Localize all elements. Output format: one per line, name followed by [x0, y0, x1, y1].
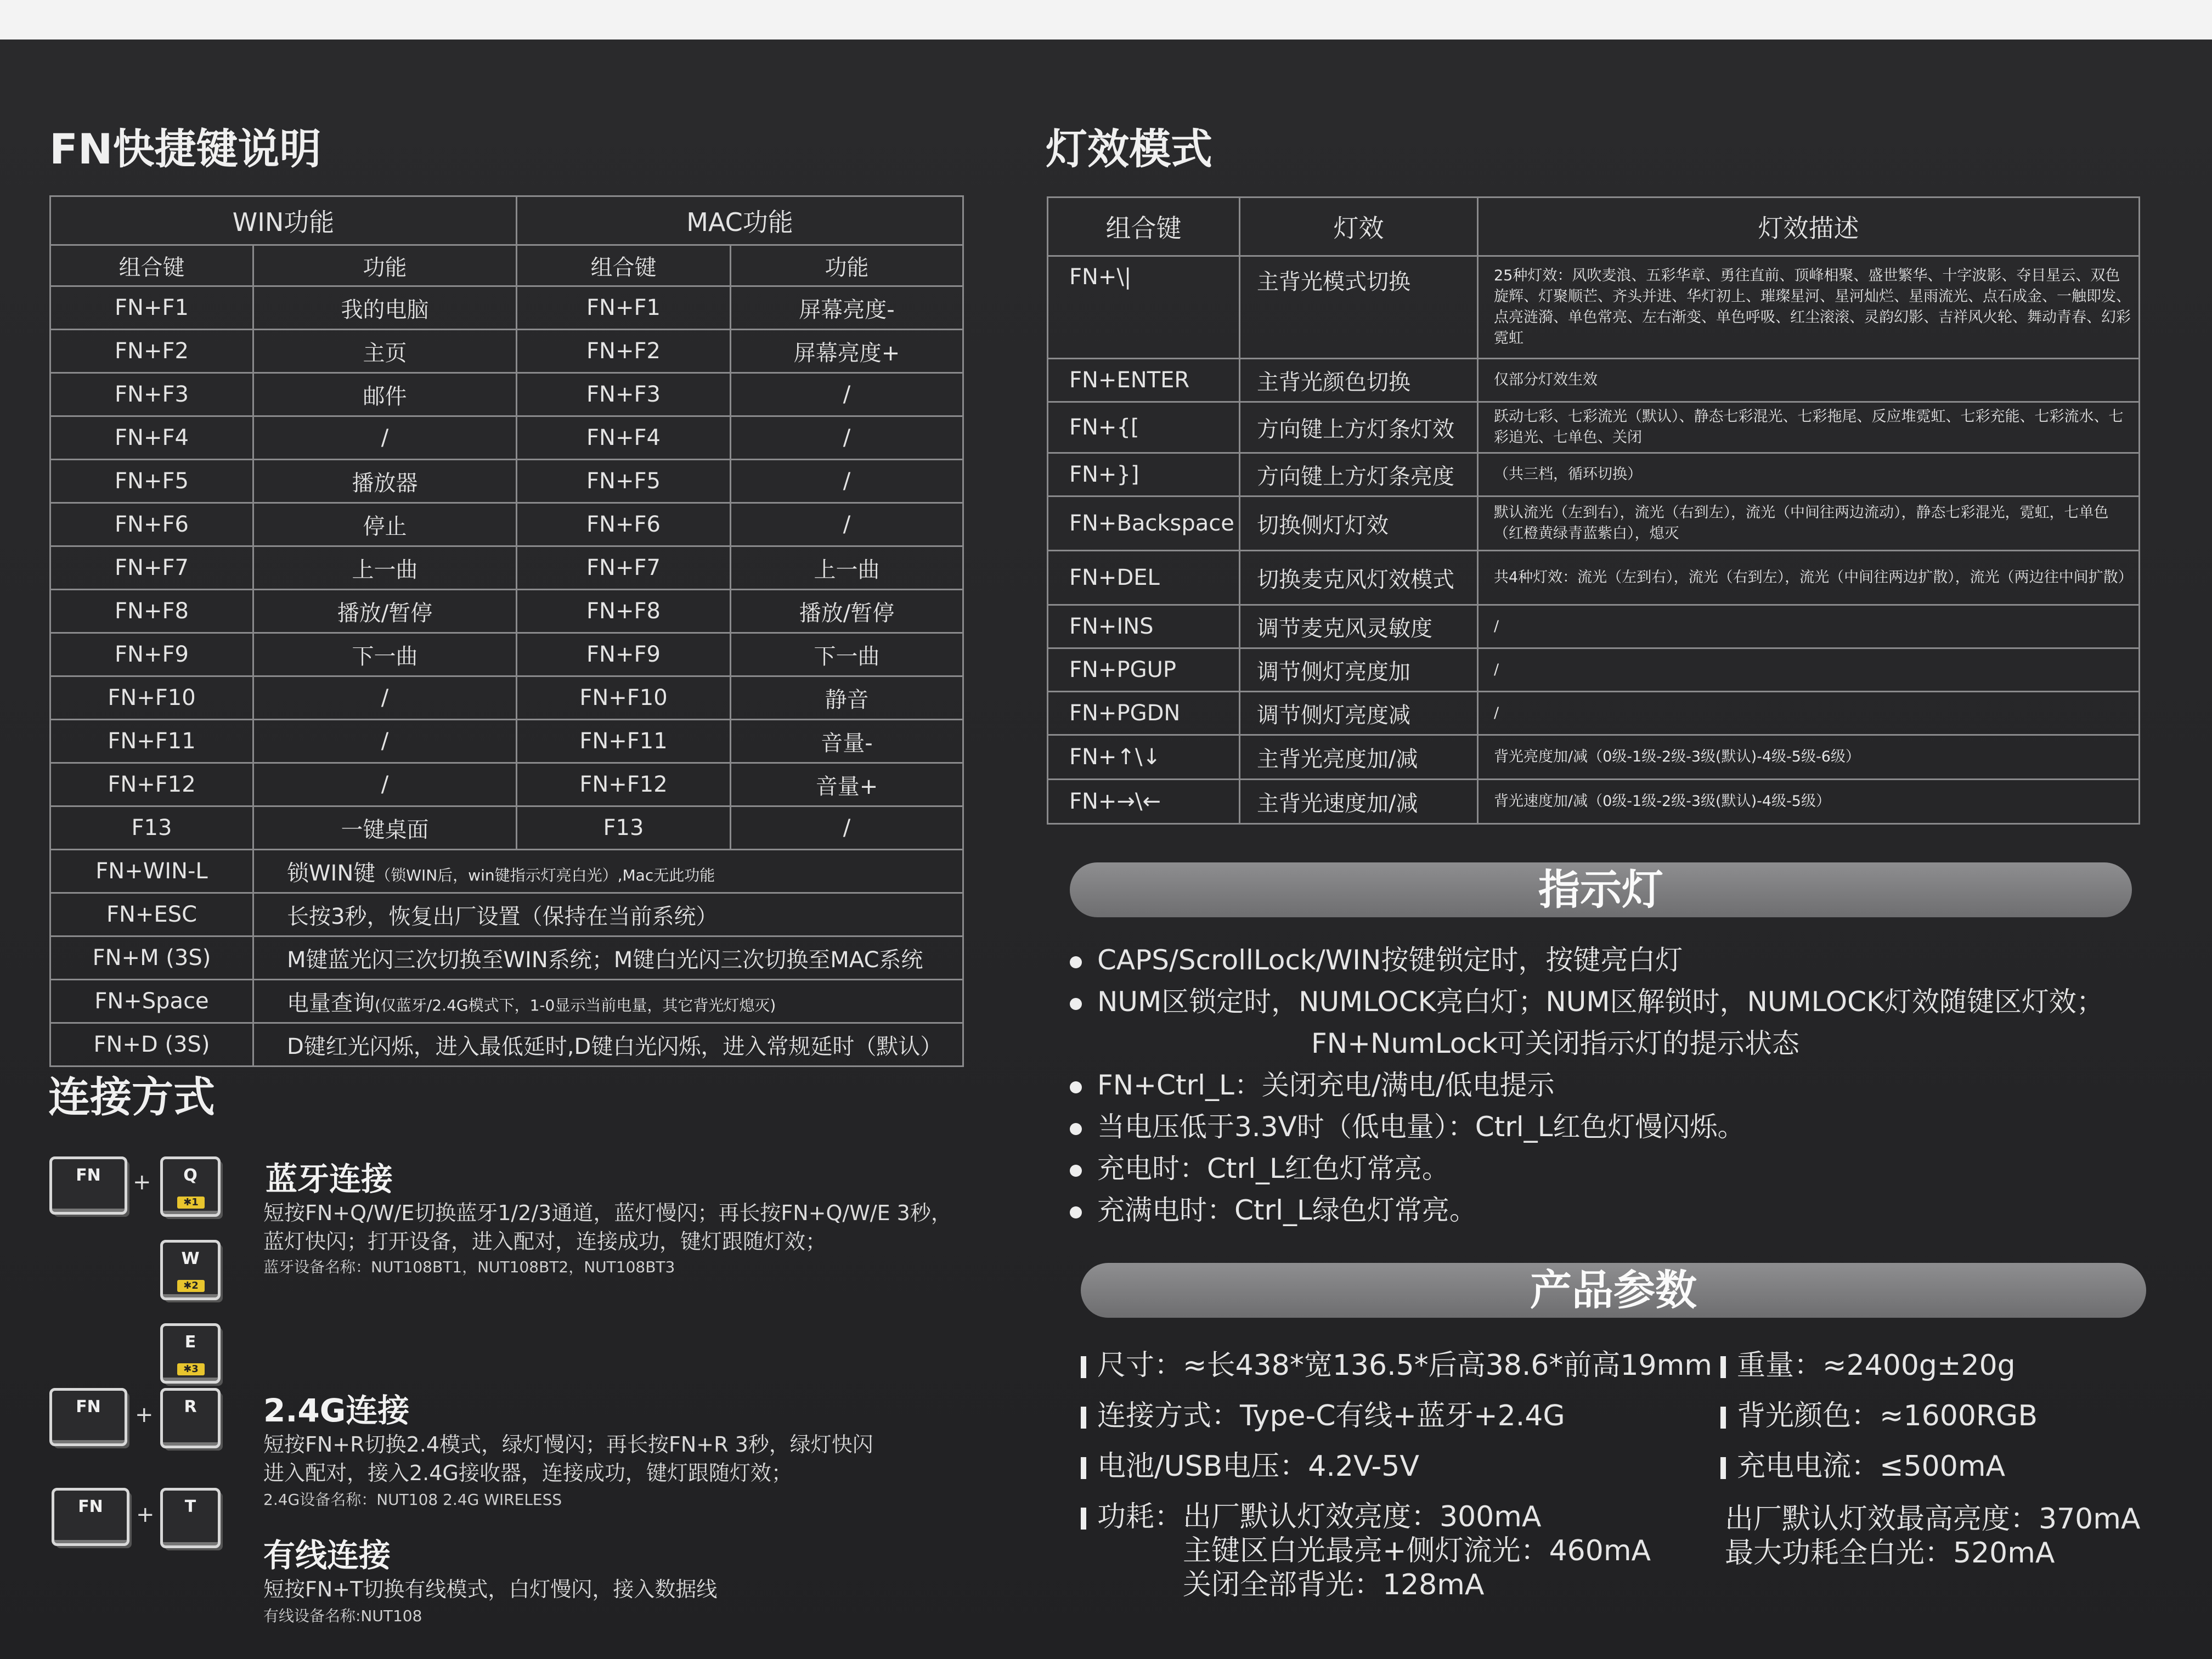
- connection-title: 连接方式: [48, 1073, 215, 1121]
- light-combo-cell: FN+\|: [1048, 256, 1240, 359]
- light-table-row: [1048, 605, 2140, 648]
- light-combo-cell: FN+DEL: [1048, 551, 1240, 605]
- mac-func-cell: /: [731, 806, 963, 850]
- win-combo-cell: FN+F8: [50, 590, 253, 633]
- win-func-cell: /: [253, 676, 517, 720]
- bluetooth-2-badge: ✱2: [177, 1280, 205, 1292]
- win-combo-cell: FN+F11: [50, 720, 253, 763]
- wide-note-text: (仅蓝牙/2.4G模式下，1-0显示当前电量，其它背光灯熄灭): [375, 996, 776, 1014]
- w-key-icon: [160, 1240, 221, 1300]
- win-func-cell: 邮件: [253, 373, 517, 416]
- fn-key-label-24g: FN: [76, 1397, 101, 1417]
- light-combo-cell: FN+INS: [1048, 605, 1240, 648]
- bar-icon: [1720, 1457, 1726, 1479]
- light-effect-cell: 调节侧灯亮度减: [1240, 692, 1478, 735]
- g24-device-name: 2.4G设备名称：NUT108 2.4G WIRELESS: [263, 1491, 562, 1509]
- indicator-text-5: 充电时：Ctrl_L红色灯常亮。: [1097, 1153, 1449, 1184]
- fn-table-row: [50, 676, 963, 720]
- wide-combo-cell: FN+ESC: [50, 893, 253, 936]
- fn-table-wide-row: [50, 1023, 963, 1066]
- indicator-item-2: [1070, 980, 2104, 1019]
- bluetooth-1-badge: ✱1: [177, 1197, 205, 1209]
- spec-weight-text: 重量：≈2400g±20g: [1737, 1349, 2016, 1382]
- fn-section-title: FN快捷键说明: [49, 125, 321, 173]
- specs-header: 产品参数: [1081, 1263, 2146, 1318]
- fn-table-row: [50, 416, 963, 460]
- light-effect-cell: 方向键上方灯条灯效: [1240, 402, 1478, 453]
- bullet-icon: [1070, 998, 1082, 1010]
- mac-combo-cell: FN+F1: [517, 286, 731, 330]
- light-desc-cell: /: [1478, 692, 2140, 735]
- g24-title: 2.4G连接: [263, 1392, 410, 1429]
- fn-table-row: [50, 330, 963, 373]
- light-effect-table: [1047, 196, 2140, 825]
- win-combo-cell: FN+F4: [50, 416, 253, 460]
- wide-combo-cell: FN+Space: [50, 980, 253, 1023]
- light-table-row: [1048, 453, 2140, 496]
- wide-desc-text: 锁WIN键: [287, 860, 376, 886]
- light-effect-cell: 调节麦克风灵敏度: [1240, 605, 1478, 648]
- light-table-row: [1048, 780, 2140, 824]
- light-effect-cell: 调节侧灯亮度加: [1240, 648, 1478, 692]
- light-effect-cell: 切换麦克风灯效模式: [1240, 551, 1478, 605]
- light-effect-cell: 主背光颜色切换: [1240, 359, 1478, 402]
- wide-desc-cell: [253, 850, 963, 893]
- bar-icon: [1081, 1508, 1086, 1530]
- fn-key-label: FN: [76, 1166, 101, 1185]
- win-combo-cell: FN+F12: [50, 763, 253, 806]
- w-key-label: W: [181, 1249, 200, 1268]
- fn-key-icon-24g: [49, 1388, 127, 1446]
- spec-backlight: [1720, 1392, 2038, 1434]
- mac-func-cell: 静音: [731, 676, 963, 720]
- indicator-item-4: [1070, 1105, 1745, 1144]
- spec-connection-text: 连接方式：Type-C有线+蓝牙+2.4G: [1097, 1400, 1565, 1432]
- wide-combo-cell: FN+WIN-L: [50, 850, 253, 893]
- mac-combo-cell: F13: [517, 806, 731, 850]
- indicator-header: 指示灯: [1070, 862, 2132, 917]
- light-table-row: [1048, 256, 2140, 359]
- mac-func-cell: /: [731, 416, 963, 460]
- spec-power-5: 最大功耗全白光：520mA: [1725, 1537, 2055, 1570]
- light-desc-cell: 共4种灯效：流光（左到右），流光（右到左），流光（中间往两边扩散），流光（两边往中间扩散）: [1478, 551, 2140, 605]
- light-table-row: [1048, 496, 2140, 551]
- fn-key-icon: [49, 1156, 127, 1215]
- r-key-icon: [160, 1388, 221, 1448]
- fn-table-row: [50, 590, 963, 633]
- manual-card: [0, 40, 2212, 1659]
- light-table-row: [1048, 359, 2140, 402]
- spec-backlight-text: 背光颜色：≈1600RGB: [1737, 1400, 2038, 1432]
- mac-func-cell: 音量+: [731, 763, 963, 806]
- g24-line-1: 短按FN+R切换2.4模式，绿灯慢闪；再长按FN+R 3秒，绿灯快闪: [263, 1432, 873, 1457]
- spec-connection: [1081, 1392, 1565, 1434]
- fn-shortcut-table: [49, 195, 964, 1067]
- fn-table-wide-row: [50, 850, 963, 893]
- light-desc-cell: 背光速度加/减（0级-1级-2级-3级(默认)-4级-5级）: [1478, 780, 2140, 824]
- spec-weight: [1720, 1342, 2016, 1383]
- win-func-cell: 一键桌面: [253, 806, 517, 850]
- mac-combo-cell: FN+F11: [517, 720, 731, 763]
- light-combo-cell: FN+}]: [1048, 453, 1240, 496]
- light-desc-cell: /: [1478, 648, 2140, 692]
- wide-desc-cell: [253, 936, 963, 980]
- light-combo-cell: FN+→\←: [1048, 780, 1240, 824]
- plus-sign-wired: +: [136, 1502, 155, 1527]
- light-desc-cell: 跃动七彩、七彩流光（默认）、静态七彩混光、七彩拖尾、反应堆霓虹、七彩充能、七彩流水、七彩追光、七单色、关闭: [1478, 402, 2140, 453]
- light-effect-cell: 主背光模式切换: [1240, 256, 1478, 359]
- wide-desc-text: 长按3秒，恢复出厂设置（保持在当前系统）: [287, 904, 718, 929]
- plus-sign: +: [133, 1170, 151, 1195]
- mac-func-cell: 下一曲: [731, 633, 963, 676]
- light-section-title: 灯效模式: [1046, 125, 1212, 173]
- win-combo-cell: FN+F10: [50, 676, 253, 720]
- mac-func-cell: /: [731, 460, 963, 503]
- q-key-icon: [160, 1156, 221, 1217]
- win-func-header: 功能: [253, 245, 517, 286]
- mac-combo-cell: FN+F2: [517, 330, 731, 373]
- fn-table-row: [50, 503, 963, 546]
- light-combo-cell: FN+Backspace: [1048, 496, 1240, 551]
- indicator-item-1: [1070, 938, 1683, 978]
- g24-line-2: 进入配对，接入2.4G接收器，连接成功，键灯跟随灯效；: [263, 1461, 792, 1485]
- e-key-icon: [160, 1323, 221, 1384]
- fn-table-wide-row: [50, 936, 963, 980]
- win-func-cell: 我的电脑: [253, 286, 517, 330]
- t-key-icon: [160, 1488, 221, 1548]
- win-combo-cell: FN+F1: [50, 286, 253, 330]
- e-key-label: E: [184, 1333, 196, 1352]
- win-combo-cell: FN+F3: [50, 373, 253, 416]
- mac-combo-header: 组合键: [517, 245, 731, 286]
- fn-table-row: [50, 633, 963, 676]
- win-func-cell: 主页: [253, 330, 517, 373]
- indicator-item-2b: FN+NumLock可关闭指示灯的提示状态: [1311, 1028, 1799, 1059]
- light-combo-cell: FN+ENTER: [1048, 359, 1240, 402]
- indicator-text-6: 充满电时：Ctrl_L绿色灯常亮。: [1097, 1194, 1477, 1226]
- spec-current-text: 充电电流：≤500mA: [1737, 1450, 2006, 1483]
- bar-icon: [1081, 1457, 1086, 1479]
- indicator-text-2: NUM区锁定时，NUMLOCK亮白灯；NUM区解锁时，NUMLOCK灯效随键区灯效；: [1097, 986, 2104, 1018]
- spec-voltage-text: 电池/USB电压：4.2V-5V: [1097, 1450, 1419, 1483]
- bluetooth-3-badge: ✱3: [177, 1363, 205, 1375]
- fn-table-wide-row: [50, 893, 963, 936]
- win-combo-header: 组合键: [50, 245, 253, 286]
- win-func-cell: 下一曲: [253, 633, 517, 676]
- light-desc-cell: /: [1478, 605, 2140, 648]
- win-func-cell: 停止: [253, 503, 517, 546]
- spec-power-2: 主键区白光最亮+侧灯流光：460mA: [1183, 1534, 1651, 1567]
- light-combo-cell: FN+PGDN: [1048, 692, 1240, 735]
- bluetooth-title: 蓝牙连接: [266, 1160, 393, 1198]
- win-func-cell: /: [253, 720, 517, 763]
- plus-sign-24g: +: [135, 1402, 154, 1427]
- spec-size: [1081, 1342, 1712, 1383]
- mac-func-header: 功能: [731, 245, 963, 286]
- wide-desc-text: D键红光闪烁，进入最低延时,D键白光闪烁，进入常规延时（默认）: [287, 1034, 943, 1059]
- indicator-text-1: CAPS/ScrollLock/WIN按键锁定时，按键亮白灯: [1097, 944, 1683, 976]
- bluetooth-line-2: 蓝灯快闪；打开设备，进入配对，连接成功，键灯跟随灯效；: [263, 1229, 827, 1254]
- q-key-label: Q: [183, 1166, 198, 1185]
- mac-func-cell: 播放/暂停: [731, 590, 963, 633]
- light-combo-cell: FN+{[: [1048, 402, 1240, 453]
- win-func-cell: 上一曲: [253, 546, 517, 590]
- win-combo-cell: F13: [50, 806, 253, 850]
- bluetooth-device-names: 蓝牙设备名称：NUT108BT1，NUT108BT2，NUT108BT3: [263, 1258, 675, 1276]
- fn-table-row: [50, 720, 963, 763]
- light-desc-cell: 默认流光（左到右），流光（右到左），流光（中间往两边流动），静态七彩混光，霓虹，七单色（红橙黄绿青蓝紫白），熄灭: [1478, 496, 2140, 551]
- fn-table-row: [50, 373, 963, 416]
- wide-combo-cell: FN+D (3S): [50, 1023, 253, 1066]
- light-desc-cell: 背光亮度加/减（0级-1级-2级-3级(默认)-4级-5级-6级）: [1478, 735, 2140, 780]
- indicator-item-6: [1070, 1188, 1477, 1228]
- wide-combo-cell: FN+M (3S): [50, 936, 253, 980]
- fn-table-row: [50, 806, 963, 850]
- win-combo-cell: FN+F2: [50, 330, 253, 373]
- win-combo-cell: FN+F6: [50, 503, 253, 546]
- wired-title: 有线连接: [263, 1537, 391, 1574]
- bullet-icon: [1070, 1123, 1082, 1135]
- mac-combo-cell: FN+F9: [517, 633, 731, 676]
- win-func-cell: /: [253, 763, 517, 806]
- mac-combo-cell: FN+F4: [517, 416, 731, 460]
- bar-icon: [1081, 1407, 1086, 1429]
- light-table-row: [1048, 735, 2140, 780]
- mac-combo-cell: FN+F7: [517, 546, 731, 590]
- mac-func-cell: 屏幕亮度-: [731, 286, 963, 330]
- wide-desc-cell: [253, 980, 963, 1023]
- light-combo-cell: FN+↑\↓: [1048, 735, 1240, 780]
- light-header-combo: 组合键: [1048, 198, 1240, 256]
- bar-icon: [1081, 1356, 1086, 1378]
- win-func-cell: 播放器: [253, 460, 517, 503]
- mac-combo-cell: FN+F10: [517, 676, 731, 720]
- mac-func-cell: 音量-: [731, 720, 963, 763]
- mac-combo-cell: FN+F8: [517, 590, 731, 633]
- fn-table-row: [50, 460, 963, 503]
- light-table-row: [1048, 648, 2140, 692]
- wide-desc-cell: [253, 893, 963, 936]
- fn-key-icon-wired: [52, 1488, 129, 1546]
- spec-power-text: 功耗：出厂默认灯效亮度：300mA: [1097, 1500, 1542, 1533]
- wide-desc-text: M键蓝光闪三次切换至WIN系统；M键白光闪三次切换至MAC系统: [287, 947, 923, 973]
- win-combo-cell: FN+F5: [50, 460, 253, 503]
- indicator-text-3: FN+Ctrl_L：关闭充电/满电/低电提示: [1097, 1069, 1555, 1101]
- spec-voltage: [1081, 1443, 1419, 1484]
- mac-combo-cell: FN+F5: [517, 460, 731, 503]
- win-header: WIN功能: [50, 196, 517, 245]
- fn-table-row: [50, 286, 963, 330]
- mac-func-cell: 屏幕亮度+: [731, 330, 963, 373]
- bullet-icon: [1070, 1165, 1082, 1177]
- light-desc-cell: （共三档，循环切换）: [1478, 453, 2140, 496]
- bullet-icon: [1070, 1206, 1082, 1218]
- fn-table-row: [50, 763, 963, 806]
- mac-func-cell: /: [731, 373, 963, 416]
- mac-func-cell: /: [731, 503, 963, 546]
- spec-size-text: 尺寸：≈长438*宽136.5*后高38.6*前高19mm: [1097, 1349, 1712, 1382]
- light-effect-cell: 切换侧灯灯效: [1240, 496, 1478, 551]
- light-effect-cell: 主背光速度加/减: [1240, 780, 1478, 824]
- light-desc-cell: 25种灯效：风吹麦浪、五彩华章、勇往直前、顶峰相聚、盛世繁华、十字波影、夺目星云、双色旋辉、灯聚顺芒、齐头并进、华灯初上、璀璨星河、星河灿烂、星雨流光、点石成金、一触即发、点亮涟漪、单色常亮、左右渐变、单色呼吸、红尘滚滚、灵韵幻影、吉祥风火轮、舞动青春、幻彩霓虹: [1478, 256, 2140, 359]
- t-key-label: T: [184, 1497, 196, 1516]
- spec-current: [1720, 1443, 2005, 1484]
- light-effect-cell: 主背光亮度加/减: [1240, 735, 1478, 780]
- light-combo-cell: FN+PGUP: [1048, 648, 1240, 692]
- bullet-icon: [1070, 956, 1082, 968]
- mac-header: MAC功能: [517, 196, 963, 245]
- light-header-effect: 灯效: [1240, 198, 1478, 256]
- light-effect-cell: 方向键上方灯条亮度: [1240, 453, 1478, 496]
- light-desc-cell: 仅部分灯效生效: [1478, 359, 2140, 402]
- win-func-cell: 播放/暂停: [253, 590, 517, 633]
- bullet-icon: [1070, 1081, 1082, 1093]
- mac-combo-cell: FN+F3: [517, 373, 731, 416]
- wide-desc-text: 电量查询: [287, 990, 375, 1016]
- indicator-item-3: [1070, 1063, 1555, 1103]
- win-combo-cell: FN+F7: [50, 546, 253, 590]
- bar-icon: [1720, 1407, 1726, 1429]
- light-table-row: [1048, 692, 2140, 735]
- mac-func-cell: 上一曲: [731, 546, 963, 590]
- indicator-text-4: 当电压低于3.3V时（低电量）：Ctrl_L红色灯慢闪烁。: [1097, 1111, 1745, 1143]
- indicator-item-5: [1070, 1147, 1449, 1186]
- spec-power-4: 出厂默认灯效最高亮度：370mA: [1725, 1503, 2141, 1536]
- fn-table-wide-row: [50, 980, 963, 1023]
- bar-icon: [1720, 1356, 1726, 1378]
- mac-combo-cell: FN+F6: [517, 503, 731, 546]
- mac-combo-cell: FN+F12: [517, 763, 731, 806]
- light-table-row: [1048, 551, 2140, 605]
- wide-note-text: （锁WIN后，win键指示灯亮白光）,Mac无此功能: [375, 866, 715, 884]
- wide-desc-cell: [253, 1023, 963, 1066]
- spec-power-3: 关闭全部背光：128mA: [1183, 1568, 1485, 1601]
- r-key-label: R: [184, 1397, 197, 1417]
- wired-line-1: 短按FN+T切换有线模式，白灯慢闪，接入数据线: [263, 1577, 718, 1601]
- fn-table-row: [50, 546, 963, 590]
- wired-device-name: 有线设备名称:NUT108: [263, 1607, 422, 1625]
- fn-key-label-wired: FN: [78, 1497, 103, 1516]
- win-combo-cell: FN+F9: [50, 633, 253, 676]
- win-func-cell: /: [253, 416, 517, 460]
- light-header-desc: 灯效描述: [1478, 198, 2140, 256]
- light-table-row: [1048, 402, 2140, 453]
- bluetooth-line-1: 短按FN+Q/W/E切换蓝牙1/2/3通道，蓝灯慢闪；再长按FN+Q/W/E 3秒，: [263, 1201, 952, 1225]
